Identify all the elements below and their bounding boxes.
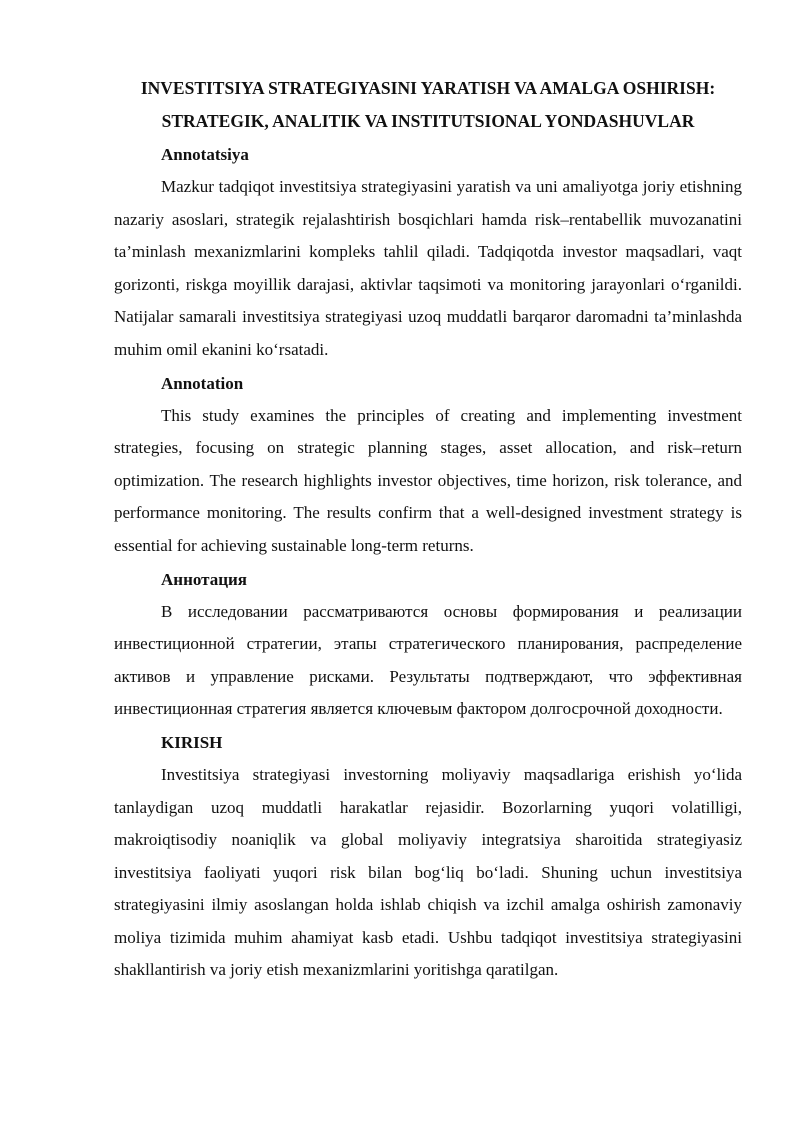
section-paragraph: This study examines the principles of creating and implementing investment strategies, focusing on strategic planning stages, asset allocation, and risk–return optimization. The research highlights investor objectives, time horizon, risk tolerance, and performance monitoring. The results confirm that a well-designed investment strategy is essential for achieving sustainable long-term returns. — [114, 405, 742, 555]
section-paragraph: В исследовании рассматриваются основы формирования и реализации инвестиционной стратегии, этапы стратегического планирования, распределение активов и управление рисками. Результаты подтверждают, что эффективная инвестиционная стратегия является ключевым фактором долгосрочной доходности. — [114, 601, 742, 719]
section-heading: Annotatsiya — [161, 145, 249, 164]
section-heading: Annotation — [161, 373, 244, 393]
document-title: INVESTITSIYA STRATEGIYASINI YARATISH VA AMALGA OSHIRISH: STRATEGIK, ANALITIK VA INSTITUTSIONAL YONDASHUVLAR — [140, 78, 716, 131]
section-paragraph: Mazkur tadqiqot investitsiya strategiyasini yaratish va uni amaliyotga joriy etishning nazariy asoslari, strategik rejalashtirish bosqichlari hamda risk–rentabellik muvozanatini ta’minlash mexanizmlarini kompleks tahlil qiladi. Tadqiqotda investor maqsadlari, vaqt gorizonti, riskga moyillik darajasi, aktivlar taqsimoti va monitoring jarayonlari o‘rganildi. Natijalar samarali investitsiya strategiyasi uzoq muddatli barqaror daromadni ta’minlashda muhim omil ekanini ko‘rsatadi. — [114, 177, 742, 359]
document-page — [114, 72, 742, 987]
section-kirish — [114, 726, 742, 987]
section-heading: KIRISH — [161, 732, 223, 752]
section-annotatsiya-ru — [114, 563, 742, 726]
section-annotatsiya — [114, 138, 742, 367]
section-heading: Аннотация — [161, 569, 247, 589]
section-paragraph: Investitsiya strategiyasi investorning moliyaviy maqsadlariga erishish yo‘lida tanlaydigan uzoq muddatli harakatlar rejasidir. Bozorlarning yuqori volatilligi, makroiqtisodiy noaniqlik va global moliyaviy integratsiya sharoitida strategiyasiz investitsiya faoliyati yuqori risk bilan bog‘liq bo‘ladi. Shuning uchun investitsiya strategiyasini ilmiy asoslangan holda ishlab chiqish va izchil amalga oshirish zamonaviy moliya tizimida muhim ahamiyat kasb etadi. Ushbu tadqiqot investitsiya strategiyasini shakllantirish va joriy etish mexanizmlarini yoritishga qaratilgan. — [114, 764, 742, 980]
section-annotation — [114, 367, 742, 563]
